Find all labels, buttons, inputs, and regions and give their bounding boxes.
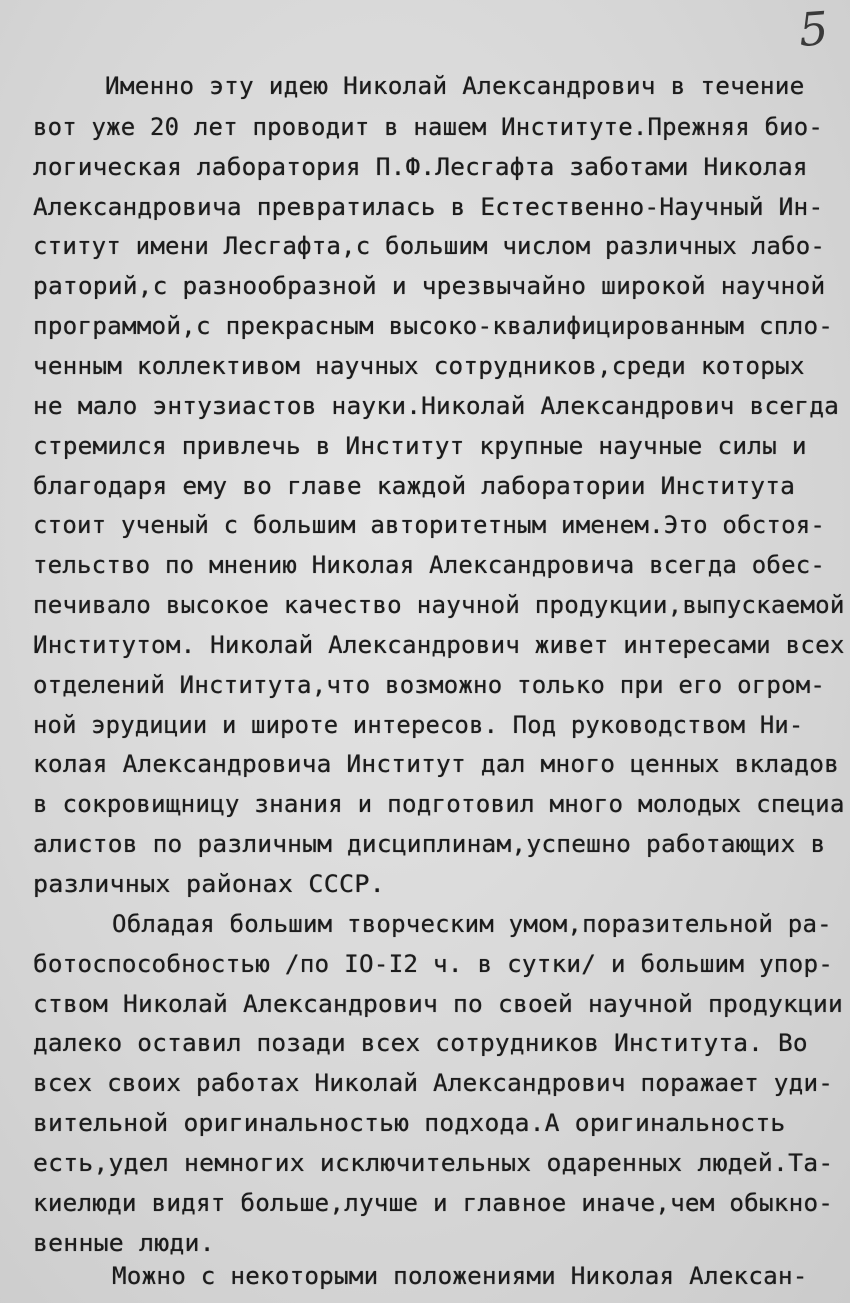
text-line: киелюди видят больше,лучше и главное иначе,чем обыкно- xyxy=(33,1189,834,1217)
text-line: ститут имени Лесгафта,с большим числом различных лабо- xyxy=(33,232,826,260)
text-line: вот уже 20 лет проводит в нашем Институте.Прежняя био- xyxy=(33,113,824,141)
text-line: программой,с прекрасным высоко-квалифицированным спло- xyxy=(33,312,834,340)
text-line: ством Николай Александрович по своей научной продукции xyxy=(33,990,844,1018)
text-line: различных районах СССР. xyxy=(33,870,385,898)
text-line: алистов по различным дисциплинам,успешно работающих в xyxy=(33,830,826,858)
text-line: печивало высокое качество научной продукции,выпускаемой xyxy=(33,591,845,619)
text-line: Именно эту идею Николай Александрович в течение xyxy=(105,72,805,100)
text-line: Обладая большим творческим умом,поразительной ра- xyxy=(112,910,832,938)
text-line: благодаря ему во главе каждой лаборатории Института xyxy=(33,472,796,500)
text-line: не мало энтузиастов науки.Николай Александрович всегда xyxy=(33,392,840,420)
text-line: ной эрудиции и широте интересов. Под руководством Ни- xyxy=(33,711,804,739)
text-line: стоит ученый с большим авторитетным именем.Это обстоя- xyxy=(33,511,826,539)
text-line: раторий,с разнообразной и чрезвычайно широкой научной xyxy=(33,272,826,300)
text-line: Александровича превратилась в Естественно-Научный Ин- xyxy=(33,193,824,221)
text-line: далеко оставил позади всех сотрудников Института. Во xyxy=(33,1029,808,1057)
text-line: есть,удел немногих исключительных одаренных людей.Та- xyxy=(33,1149,834,1177)
text-line: в сокровищницу знания и подготовил много молодых специа xyxy=(33,790,845,818)
text-line: тельство по мнению Николая Александровича всегда обес- xyxy=(33,551,826,579)
text-line: отделений Института,что возможно только при его огром- xyxy=(33,671,826,699)
text-line: ботоспособностью /по IO-I2 ч. в сутки/ и большим упор- xyxy=(33,950,834,978)
text-line: ченным коллективом научных сотрудников,среди которых xyxy=(33,352,805,380)
text-line: Можно с некоторыми положениями Николая Алексан- xyxy=(112,1262,808,1290)
text-line: всех своих работах Николай Александрович поражает уди- xyxy=(33,1069,834,1097)
text-line: Институтом. Николай Александрович живет интересами всех xyxy=(33,631,845,659)
text-line: колая Александровича Институт дал много ценных вкладов xyxy=(33,750,840,778)
text-line: стремился привлечь в Институт крупные научные силы и xyxy=(33,432,807,460)
page-number: 5 xyxy=(796,1,830,57)
text-line: логическая лаборатория П.Ф.Лесгафта заботами Николая xyxy=(33,153,808,181)
text-line: венные люди. xyxy=(33,1229,215,1257)
text-line: вительной оригинальностью подхода.А оригинальность xyxy=(33,1109,786,1137)
